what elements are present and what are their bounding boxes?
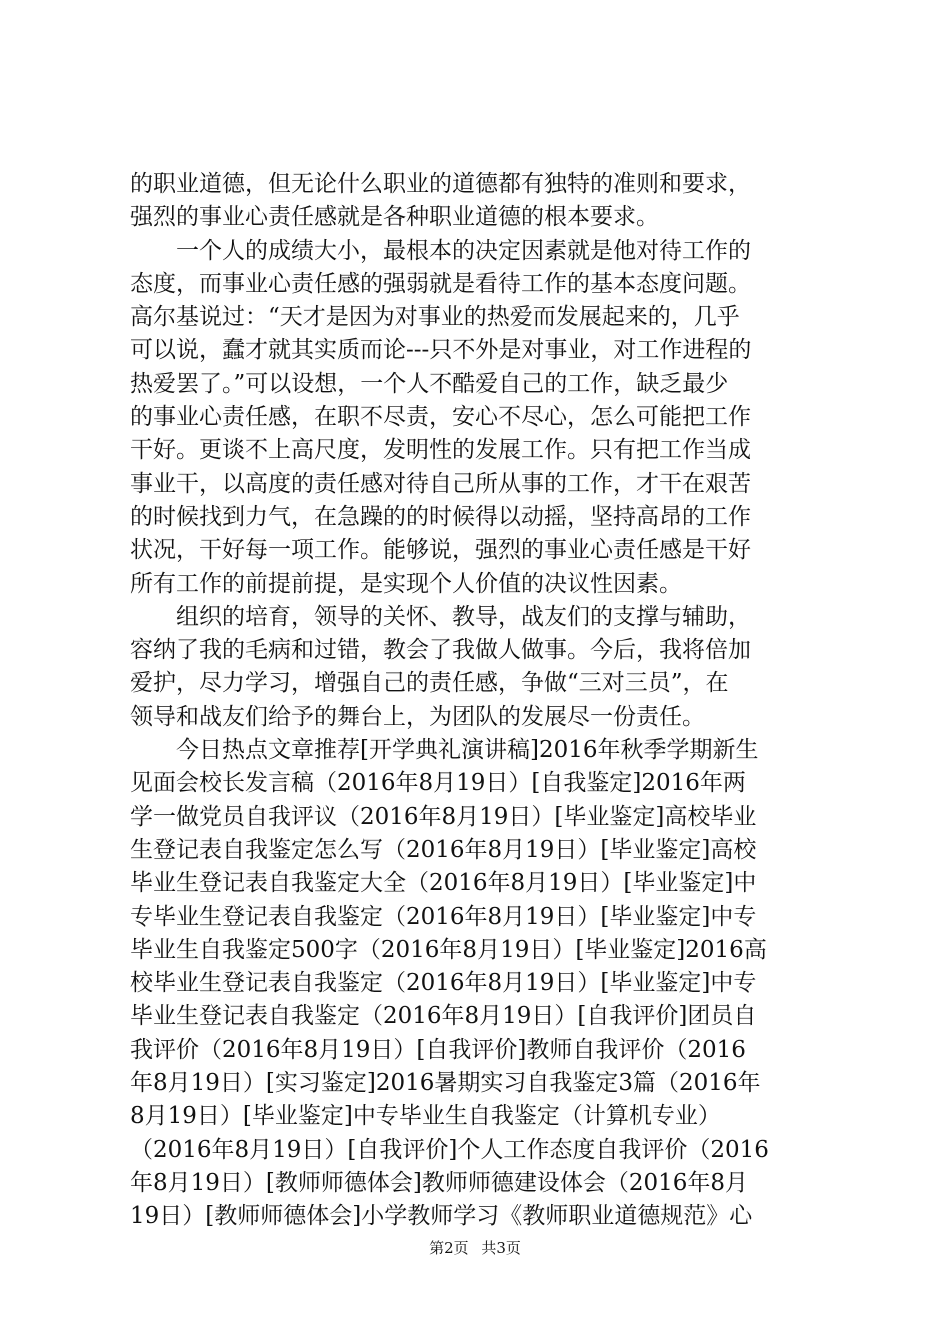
body-text [130,168,830,1234]
text-line: 状况，干好每一项工作。能够说，强烈的事业心责任感是干好 [130,537,751,564]
text-line: 见面会校长发言稿（2016年8月19日）[自我鉴定]2016年两 [130,770,746,797]
page-number: 第2页 [429,1239,469,1257]
text-line: 校毕业生登记表自我鉴定（2016年8月19日）[毕业鉴定]中专 [130,970,757,997]
text-line: 毕业生登记表自我鉴定（2016年8月19日）[自我评价]团员自 [130,1003,757,1030]
text-line: 干好。更谈不上高尺度，发明性的发展工作。只有把工作当成 [130,437,751,464]
text-line: 的事业心责任感，在职不尽责，安心不尽心，怎么可能把工作 [130,404,751,431]
text-line: 年8月19日）[教师师德体会]教师师德建设体会（2016年8月 [130,1169,749,1196]
text-line: 专毕业生登记表自我鉴定（2016年8月19日）[毕业鉴定]中专 [130,903,757,930]
text-line: 生登记表自我鉴定怎么写（2016年8月19日）[毕业鉴定]高校 [130,836,757,863]
text-line: 强烈的事业心责任感就是各种职业道德的根本要求。 [130,204,659,231]
text-line: 所有工作的前提前提，是实现个人价值的决议性因素。 [130,570,682,597]
page-footer [0,1238,950,1258]
text-line: 毕业生登记表自我鉴定大全（2016年8月19日）[毕业鉴定]中 [130,870,757,897]
text-line: 8月19日）[毕业鉴定]中专毕业生自我鉴定（计算机专业） [130,1103,721,1130]
text-line: 事业干，以高度的责任感对待自己所从事的工作，才干在艰苦 [130,470,751,497]
page-total: 共3页 [481,1239,521,1257]
text-line: 爱护，尽力学习，增强自己的责任感，争做“三对三员”，在 [130,670,729,697]
text-line: 热爱罢了。”可以设想，一个人不酷爱自己的工作，缺乏最少 [130,370,729,397]
text-line: 领导和战友们给予的舞台上，为团队的发展尽一份责任。 [130,703,705,730]
text-line: 我评价（2016年8月19日）[自我评价]教师自我评价（2016 [130,1036,746,1063]
text-line: 的职业道德，但无论什么职业的道德都有独特的准则和要求， [130,171,751,197]
text-line: 一个人的成绩大小，最根本的决定因素就是他对待工作的 [130,237,751,264]
text-line: 的时候找到力气，在急躁的的时候得以动摇，坚持高昂的工作 [130,503,751,530]
text-line: 毕业生自我鉴定500字（2016年8月19日）[毕业鉴定]2016高 [130,936,767,963]
text-line: 学一做党员自我评议（2016年8月19日）[毕业鉴定]高校毕业 [130,803,757,830]
text-line: 组织的培育，领导的关怀、教导，战友们的支撑与辅助， [130,603,751,630]
text-line: 年8月19日）[实习鉴定]2016暑期实习自我鉴定3篇（2016年 [130,1070,761,1097]
text-line: （2016年8月19日）[自我评价]个人工作态度自我评价（2016 [130,1136,769,1163]
text-line: 19日）[教师师德体会]小学教师学习《教师职业道德规范》心 [130,1203,753,1230]
text-line: 今日热点文章推荐[开学典礼演讲稿]2016年秋季学期新生 [130,737,759,764]
text-line: 容纳了我的毛病和过错，教会了我做人做事。今后，我将倍加 [130,637,751,664]
text-line: 高尔基说过：“天才是因为对事业的热爱而发展起来的，几乎 [130,304,740,331]
text-line: 态度，而事业心责任感的强弱就是看待工作的基本态度问题。 [130,270,751,297]
text-line: 可以说，蠢才就其实质而论---只不外是对事业，对工作进程的 [130,337,752,364]
